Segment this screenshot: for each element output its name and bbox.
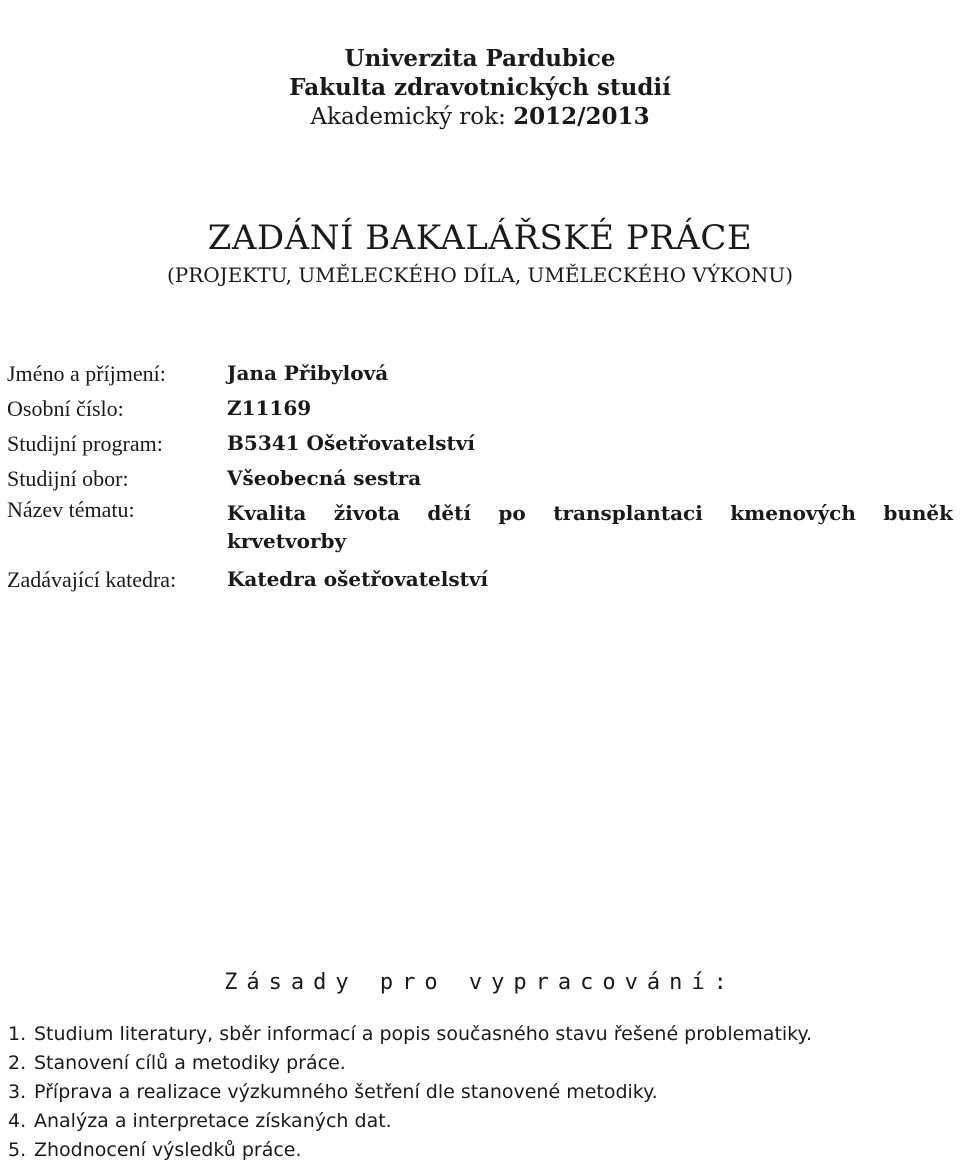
list-item [8,1136,948,1165]
list-item-text: Studium literatury, sběr informací a popis současného stavu řešené problematiky. [34,1023,813,1045]
student-info [7,356,953,597]
info-label: Zadávající katedra: [7,567,177,592]
academic-year-value: 2012/2013 [513,103,650,130]
list-item-text: Stanovení cílů a metodiky práce. [34,1052,346,1074]
list-item-text: Analýza a interpretace získaných dat. [34,1110,392,1132]
academic-year [0,102,960,132]
academic-year-label: Akademický rok: [310,104,506,130]
list-item-number: 5. [8,1139,27,1161]
study-field: Všeobecná sestra [227,466,422,490]
info-label: Osobní číslo: [7,396,124,421]
info-label: Jméno a příjmení: [7,361,166,386]
document-title: ZADÁNÍ BAKALÁŘSKÉ PRÁCE [207,218,753,258]
info-row-study-program [7,426,953,461]
faculty-name: Fakulta zdravotnických studií [289,74,671,101]
info-row-study-field [7,461,953,496]
info-row-name [7,356,953,391]
list-item-number: 2. [8,1052,27,1074]
list-item [8,1049,948,1078]
thesis-topic: Kvalita života dětí po transplantaci kmenových buněk krvetvorby [227,501,953,553]
info-label: Studijní obor: [7,466,129,491]
list-item [8,1078,948,1107]
list-item-number: 4. [8,1110,27,1132]
list-item-number: 3. [8,1081,27,1103]
study-program: B5341 Ošetřovatelství [227,431,475,455]
list-item-number: 1. [8,1023,27,1045]
student-name: Jana Přibylová [227,361,389,385]
info-row-topic [7,496,953,555]
list-item [8,1020,948,1049]
document-subtitle: (PROJEKTU, UMĚLECKÉHO DÍLA, UMĚLECKÉHO VÝKONU) [166,263,794,287]
document-header [0,44,960,132]
info-label: Název tématu: [7,497,135,522]
principles-list [8,1020,948,1165]
list-item [8,1107,948,1136]
assigning-department: Katedra ošetřovatelství [227,567,489,591]
info-row-personal-number [7,391,953,426]
principles-heading: Zásady pro vypracování: [224,970,736,995]
info-label: Studijní program: [7,431,163,456]
list-item-text: Příprava a realizace výzkumného šetření dle stanovené metodiky. [34,1081,658,1103]
info-row-department [7,562,953,597]
university-name: Univerzita Pardubice [344,45,616,72]
personal-number: Z11169 [227,396,312,420]
list-item-text: Zhodnocení výsledků práce. [34,1139,302,1161]
